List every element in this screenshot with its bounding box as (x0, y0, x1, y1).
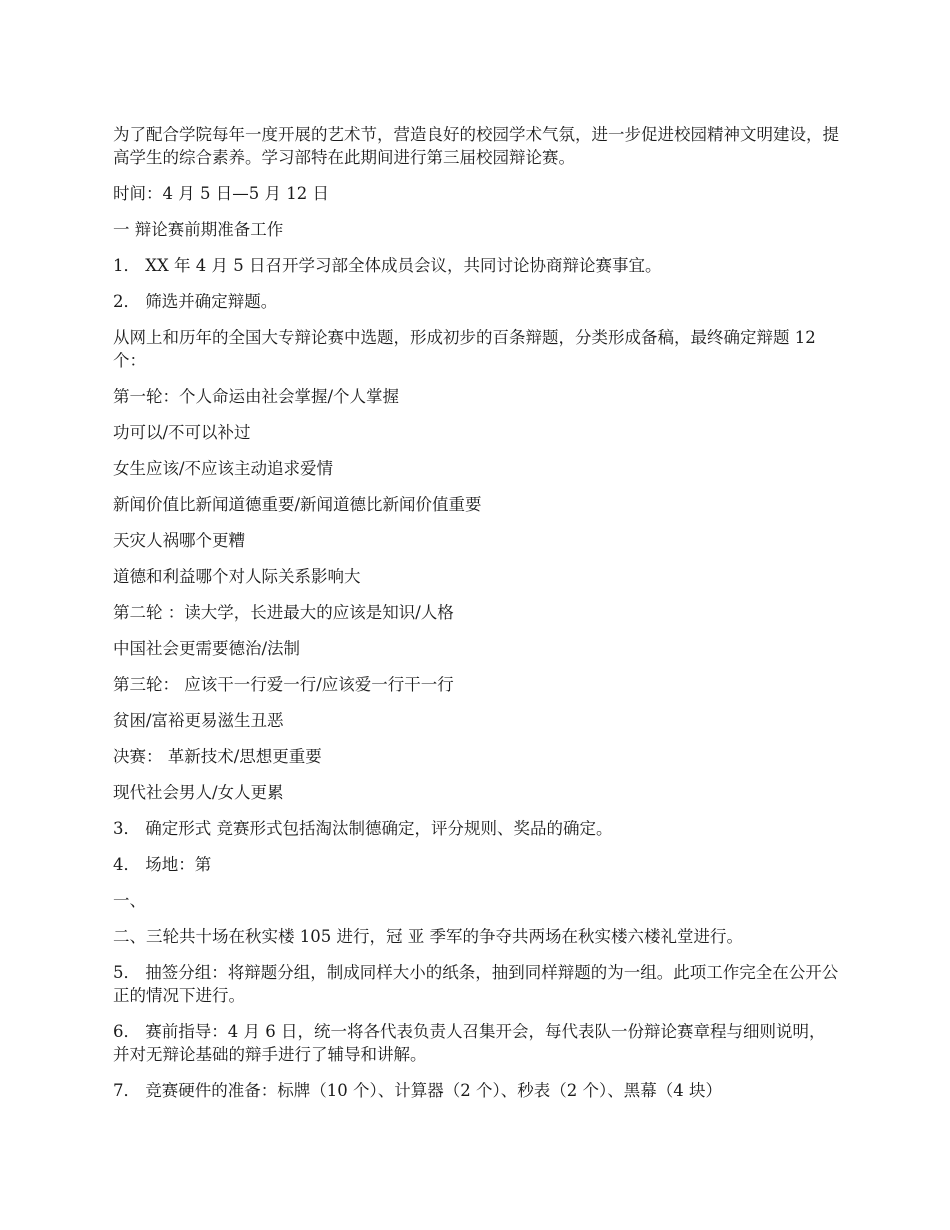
paragraph: 二、三轮共十场在秋实楼 105 进行，冠 亚 季军的争夺共两场在秋实楼六楼礼堂进行。 (113, 927, 743, 946)
list-item: 7． 竞赛硬件的准备：标牌（10 个）、计算器（2 个）、秒表（2 个）、黑幕（4 块） (113, 1081, 722, 1100)
paragraph: 从网上和历年的全国大专辩论赛中选题，形成初步的百条辩题，分类形成备稿，最终确定辩题 12 个： (113, 328, 816, 370)
debate-topic: 现代社会男人/女人更累 (113, 783, 284, 802)
debate-topic: 第三轮： 应该干一行爱一行/应该爱一行干一行 (113, 675, 454, 694)
list-item: 4． 场地：第 (113, 855, 212, 874)
debate-topic: 天灾人祸哪个更糟 (113, 531, 245, 550)
list-item: 6． 赛前指导：4 月 6 日，统一将各代表负责人召集开会，每代表队一份辩论赛章程与细则说明，并对无辩论基础的辩手进行了辅导和讲解。 (113, 1022, 826, 1064)
debate-topic: 第二轮 ：读大学，长进最大的应该是知识/人格 (113, 603, 454, 622)
debate-topic: 功可以/不可以补过 (113, 423, 251, 442)
debate-topic: 决赛： 革新技术/思想更重要 (113, 747, 322, 766)
debate-topic: 新闻价值比新闻道德重要/新闻道德比新闻价值重要 (113, 495, 482, 514)
time-line: 时间：4 月 5 日—5 月 12 日 (113, 184, 329, 203)
debate-topic: 道德和利益哪个对人际关系影响大 (113, 567, 361, 586)
paragraph: 一、 (113, 891, 146, 910)
debate-topic: 第一轮：个人命运由社会掌握/个人掌握 (113, 387, 400, 406)
intro-paragraph: 为了配合学院每年一度开展的艺术节，营造良好的校园学术气氛，进一步促进校园精神文明建设，提高学生的综合素养。学习部特在此期间进行第三届校园辩论赛。 (113, 125, 839, 167)
debate-topic: 贫困/富裕更易滋生丑恶 (113, 711, 284, 730)
debate-topic: 中国社会更需要德治/法制 (113, 639, 301, 658)
debate-topic: 女生应该/不应该主动追求爱情 (113, 459, 334, 478)
document-body (113, 123, 839, 1115)
list-item: 1． XX 年 4 月 5 日召开学习部全体成员会议，共同讨论协商辩论赛事宜。 (113, 256, 662, 275)
list-item: 3． 确定形式 竞赛形式包括淘汰制德确定，评分规则、奖品的确定。 (113, 819, 613, 838)
list-item: 2． 筛选并确定辩题。 (113, 292, 278, 311)
section-heading: 一 辩论赛前期准备工作 (113, 220, 284, 239)
list-item: 5． 抽签分组：将辩题分组，制成同样大小的纸条，抽到同样辩题的为一组。此项工作完全在公开公正的情况下进行。 (113, 963, 839, 1005)
